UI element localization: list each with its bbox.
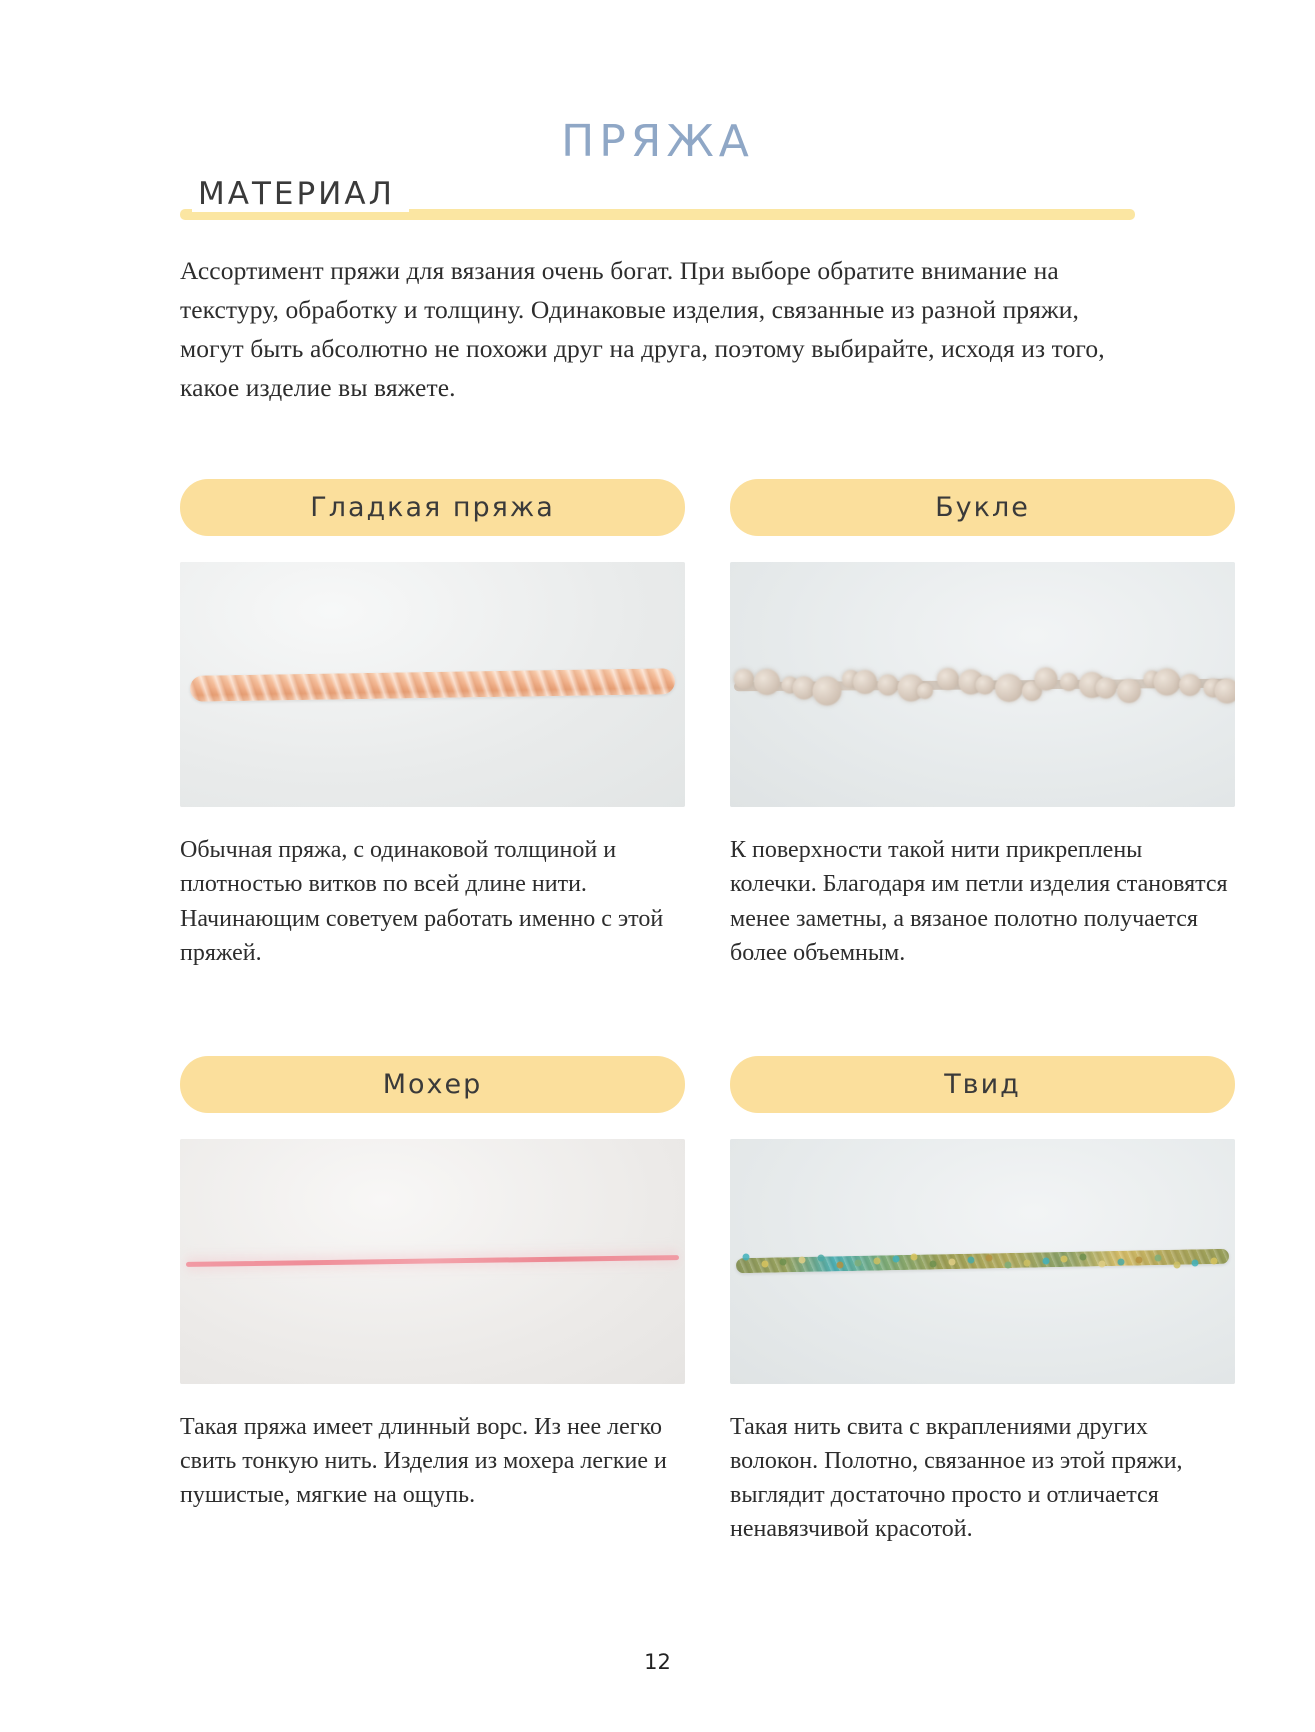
yarn-card-description: Обычная пряжа, с одинаковой толщиной и плотностью витков по всей длине нити. Начинающим советуем работать именно с этой пряжей. xyxy=(180,837,664,966)
boucle-loop xyxy=(976,675,995,694)
boucle-yarn-strand xyxy=(734,665,1231,705)
tweed-fleck xyxy=(855,1260,862,1267)
yarn-card xyxy=(730,479,1235,993)
tweed-fleck xyxy=(911,1254,918,1261)
tweed-fleck xyxy=(1117,1259,1124,1266)
boucle-loop xyxy=(754,669,780,695)
yarn-card-label: Букле xyxy=(730,479,1235,536)
tweed-fleck xyxy=(799,1257,806,1264)
yarn-card xyxy=(180,479,685,993)
yarn-card-label: Мохер xyxy=(180,1056,685,1113)
tweed-core xyxy=(736,1249,1229,1273)
boucle-loop xyxy=(734,669,754,689)
yarn-card-description: Такая нить свита с вкраплениями других волокон. Полотно, связанное из этой пряжи, выглядит достаточно просто и отличается ненавязчивой красотой. xyxy=(730,1413,1183,1542)
boucle-loop xyxy=(1060,673,1078,691)
tweed-fleck xyxy=(1042,1258,1049,1265)
tweed-yarn-strand xyxy=(736,1248,1229,1274)
yarn-card-grid xyxy=(180,479,1228,1570)
boucle-loop xyxy=(1096,677,1117,698)
yarn-illustration xyxy=(180,1246,685,1276)
boucle-loop xyxy=(1034,667,1057,690)
tweed-fleck xyxy=(967,1257,974,1264)
boucle-loop xyxy=(1215,678,1235,703)
boucle-loop xyxy=(1153,668,1180,695)
mohair-yarn-strand xyxy=(186,1246,679,1276)
yarn-illustration xyxy=(730,1248,1235,1274)
tweed-fleck xyxy=(986,1255,993,1262)
page-header xyxy=(180,0,1135,226)
tweed-fleck xyxy=(892,1256,899,1263)
page-number: 12 xyxy=(644,1650,671,1674)
tweed-fleck xyxy=(761,1261,768,1268)
boucle-loop xyxy=(937,668,959,690)
boucle-loop xyxy=(813,676,842,705)
yarn-illustration xyxy=(180,672,685,698)
tweed-fleck xyxy=(1211,1258,1218,1265)
yarn-card-description: Такая пряжа имеет длинный ворс. Из нее легко свить тонкую нить. Изделия из мохера легкие и пушистые, мягкие на ощупь. xyxy=(180,1413,667,1508)
section-title: МАТЕРИАЛ xyxy=(192,176,409,212)
tweed-fleck xyxy=(930,1261,937,1268)
yarn-illustration xyxy=(730,665,1235,705)
tweed-fleck xyxy=(1080,1254,1087,1261)
boucle-loop xyxy=(1179,674,1201,696)
tweed-fleck xyxy=(817,1255,824,1262)
tweed-fleck xyxy=(1155,1255,1162,1262)
yarn-card-label: Гладкая пряжа xyxy=(180,479,685,536)
yarn-card xyxy=(180,1056,685,1570)
tweed-fleck xyxy=(873,1258,880,1265)
tweed-fleck xyxy=(1005,1262,1012,1269)
tweed-fleck xyxy=(1061,1256,1068,1263)
tweed-fleck xyxy=(1192,1260,1199,1267)
tweed-fleck xyxy=(948,1259,955,1266)
smooth-yarn-strand xyxy=(190,668,675,702)
tweed-fleck xyxy=(780,1259,787,1266)
tweed-yarn-photo xyxy=(730,1139,1235,1384)
boucle-loop xyxy=(877,674,898,695)
smooth-yarn-photo xyxy=(180,562,685,807)
intro-paragraph: Ассортимент пряжи для вязания очень богат. При выборе обратите внимание на текстуру, обработку и толщину. Одинаковые изделия, связанные из разной пряжи, могут быть абсолютно не похожи друг на друга, поэтому выбирайте, исходя из того, какое изделие вы вяжете. xyxy=(180,256,1105,402)
yarn-card-description: К поверхности такой нити прикреплены колечки. Благодаря им петли изделия становятся менее заметны, а вязаное полотно получается более объемным. xyxy=(730,837,1228,966)
boucle-loop xyxy=(1117,679,1141,703)
tweed-fleck xyxy=(742,1254,749,1261)
section-title-row xyxy=(180,172,1135,226)
tweed-fleck xyxy=(1173,1262,1180,1269)
tweed-fleck xyxy=(836,1262,843,1269)
tweed-fleck xyxy=(1136,1257,1143,1264)
yarn-card-label: Твид xyxy=(730,1056,1235,1113)
boucle-yarn-photo xyxy=(730,562,1235,807)
boucle-loop xyxy=(853,670,877,694)
mohair-yarn-photo xyxy=(180,1139,685,1384)
yarn-card xyxy=(730,1056,1235,1570)
tweed-fleck xyxy=(1023,1260,1030,1267)
tweed-fleck xyxy=(1098,1261,1105,1268)
boucle-loop xyxy=(917,683,933,699)
chapter-title: ПРЯЖА xyxy=(561,116,754,167)
boucle-loop xyxy=(995,674,1023,702)
